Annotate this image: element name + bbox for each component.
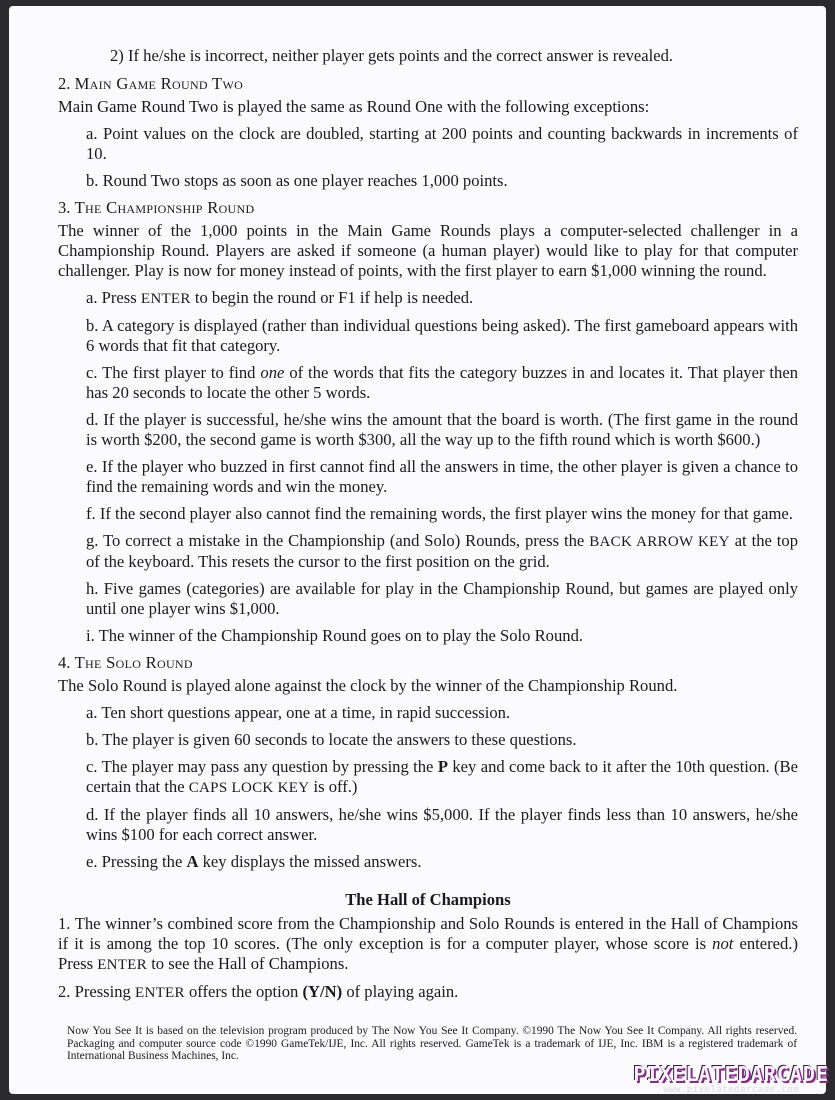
- championship-item-e: e. If the player who buzzed in first cannot find all the answers in time, the other player is given a chance to find the remaining words and win the money.: [86, 457, 798, 496]
- championship-item-b: b. A category is displayed (rather than individual questions being asked). The first gameboard appears with 6 words that fit that category.: [86, 316, 798, 355]
- enter-key-label-again: ENTER: [135, 985, 185, 1001]
- championship-heading: [58, 198, 798, 218]
- championship-item-g: g. To correct a mistake in the Championship (and Solo) Rounds, press the BACK ARROW KEY at the top of the keyboard. This resets the cursor to the first position on the grid.: [86, 531, 799, 571]
- enter-key-label: ENTER: [140, 291, 191, 307]
- watermark-logo: PIXELATEDARCADE: [633, 1062, 829, 1086]
- championship-item-c: c. The first player to find one of the words that fits the category buzzes in and locates it. That player then has 20 seconds to locate the other 5 words.: [86, 363, 798, 402]
- championship-item-d: d. If the player is successful, he/she wins the amount that the board is worth. (The first game in the round is worth $200, the second game is worth $300, all the way up to the fifth round which is worth $600.): [86, 410, 798, 449]
- hall-rule-1: 1. The winner’s combined score from the Championship and Solo Rounds is entered in the Hall of Champions if it is among the top 10 scores. (The only exception is for a computer player, whose score is not entered.) Press ENTER to see the Hall of Champions.: [58, 914, 798, 973]
- round-two-heading: [58, 74, 798, 94]
- solo-item-d: d. If the player finds all 10 answers, he/she wins $5,000. If the player finds less than 10 answers, he/she wins $100 for each correct answer.: [86, 805, 798, 844]
- solo-item-c: c. The player may pass any question by pressing the P key and come back to it after the 10th question. (Be certain that the CAPS LOCK KEY is off.): [86, 757, 798, 796]
- enter-key-label-hall: ENTER: [97, 957, 148, 973]
- watermark-url: www.pixelatedarcade.com: [663, 1085, 800, 1095]
- solo-heading: [58, 653, 798, 673]
- championship-item-a: a. Press ENTER to begin the round or F1 if help is needed.: [86, 288, 474, 307]
- back-arrow-key-label: BACK ARROW KEY: [589, 534, 730, 550]
- emphasis-not: not: [712, 934, 734, 953]
- emphasis-one: one: [260, 363, 285, 382]
- manual-page: [9, 6, 826, 1094]
- solo-item-e: e. Pressing the A key displays the missed answers.: [86, 852, 422, 871]
- round-two-intro: Main Game Round Two is played the same as Round One with the following exceptions:: [58, 97, 650, 116]
- hall-of-champions-title: The Hall of Champions: [345, 890, 511, 909]
- round-two-item-b: b. Round Two stops as soon as one player reaches 1,000 points.: [86, 171, 508, 190]
- yes-no-option: (Y/N): [302, 982, 343, 1001]
- championship-number: 3.: [58, 198, 71, 217]
- solo-intro: The Solo Round is played alone against the clock by the winner of the Championship Round.: [58, 676, 678, 695]
- solo-item-b: b. The player is given 60 seconds to locate the answers to these questions.: [86, 730, 577, 749]
- caps-lock-key-label: CAPS LOCK KEY: [188, 780, 310, 796]
- championship-item-i: i. The winner of the Championship Round goes on to play the Solo Round.: [86, 626, 584, 645]
- page-content: [58, 46, 798, 1010]
- round-two-item-a: a. Point values on the clock are doubled, starting at 200 points and counting backwards in increments of 10.: [86, 124, 798, 163]
- incorrect-answer-rule: 2) If he/she is incorrect, neither player gets points and the correct answer is revealed.: [110, 46, 674, 65]
- solo-title: The Solo Round: [74, 653, 193, 672]
- solo-item-a: a. Ten short questions appear, one at a time, in rapid succession.: [86, 703, 511, 722]
- legal-notice: Now You See It is based on the television program produced by The Now You See It Company. ©1990 The Now You See It Company. All rights reserved. Packaging and computer source code ©1990 GameTek/IJE, Inc. All rights reserved. GameTek is a trademark of IJE, Inc. IBM is a registered trademark of International Business Machines, Inc.: [67, 1025, 797, 1062]
- round-two-number: 2.: [58, 74, 71, 93]
- round-two-title: Main Game Round Two: [74, 74, 244, 93]
- championship-title: The Championship Round: [74, 198, 255, 217]
- solo-number: 4.: [58, 653, 71, 672]
- championship-item-f: f. If the second player also cannot find the remaining words, the first player wins the money for that game.: [86, 504, 793, 523]
- championship-item-h: h. Five games (categories) are available for play in the Championship Round, but games are played only until one player wins $1,000.: [86, 579, 798, 618]
- p-key-label: P: [437, 757, 448, 776]
- hall-rule-2: 2. Pressing ENTER offers the option (Y/N) of playing again.: [58, 982, 459, 1001]
- championship-intro: The winner of the 1,000 points in the Main Game Rounds plays a computer-selected challenger in a Championship Round. Players are asked if someone (a human player) would like to play for that computer challenger. Play is now for money instead of points, with the first player to earn $1,000 winning the round.: [58, 221, 798, 280]
- watermark: [633, 1063, 829, 1096]
- a-key-label: A: [186, 852, 199, 871]
